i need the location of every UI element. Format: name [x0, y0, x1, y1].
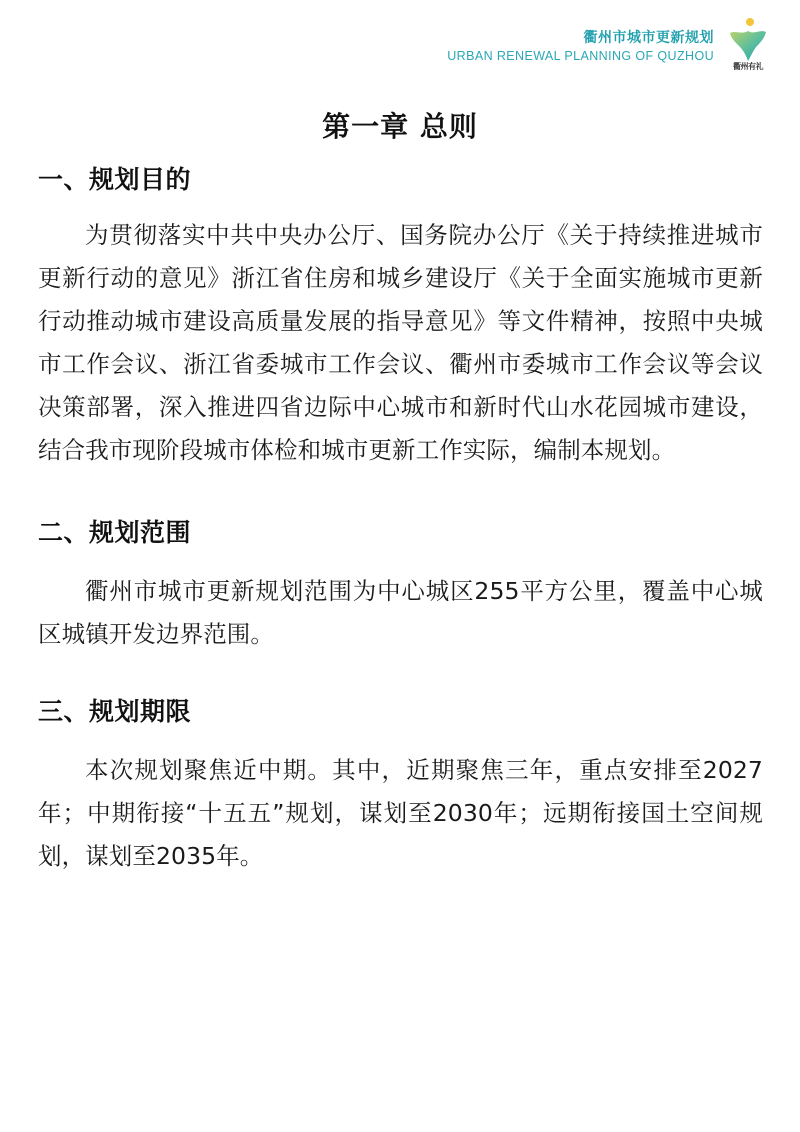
- section-heading: 三、规划期限: [38, 697, 192, 726]
- page-header: [447, 28, 714, 64]
- chapter-title: 第一章 总则: [322, 109, 478, 143]
- header-title-cn: 衢州市城市更新规划: [583, 30, 714, 46]
- header-title-en: URBAN RENEWAL PLANNING OF QUZHOU: [447, 49, 714, 63]
- section-paragraph: 衢州市城市更新规划范围为中心城区255平方公里，覆盖中心城区城镇开发边界范围。: [38, 577, 763, 648]
- quzhou-logo: [726, 17, 770, 77]
- section-scope: [38, 516, 763, 656]
- section-purpose: [38, 163, 763, 472]
- section-heading: 二、规划范围: [38, 518, 192, 547]
- section-heading: 一、规划目的: [38, 165, 192, 194]
- section-period: [38, 695, 763, 878]
- logo-caption: 衢州有礼: [733, 62, 763, 71]
- section-paragraph: 为贯彻落实中共中央办公厅、国务院办公厅《关于持续推进城市更新行动的意见》浙江省住房和城乡建设厅《关于全面实施城市更新行动推动城市建设高质量发展的指导意见》等文件精神，按照中央城市工作会议、浙江省委城市工作会议、衢州市委城市工作会议等会议决策部署，深入推进四省边际中心城市和新时代山水花园城市建设，结合我市现阶段城市体检和城市更新工作实际，编制本规划。: [38, 221, 763, 464]
- quzhou-logo-icon: [726, 17, 770, 63]
- section-paragraph: 本次规划聚焦近中期。其中，近期聚焦三年，重点安排至2027年；中期衔接“十五五”规划，谋划至2030年；远期衔接国土空间规划，谋划至2035年。: [38, 756, 763, 870]
